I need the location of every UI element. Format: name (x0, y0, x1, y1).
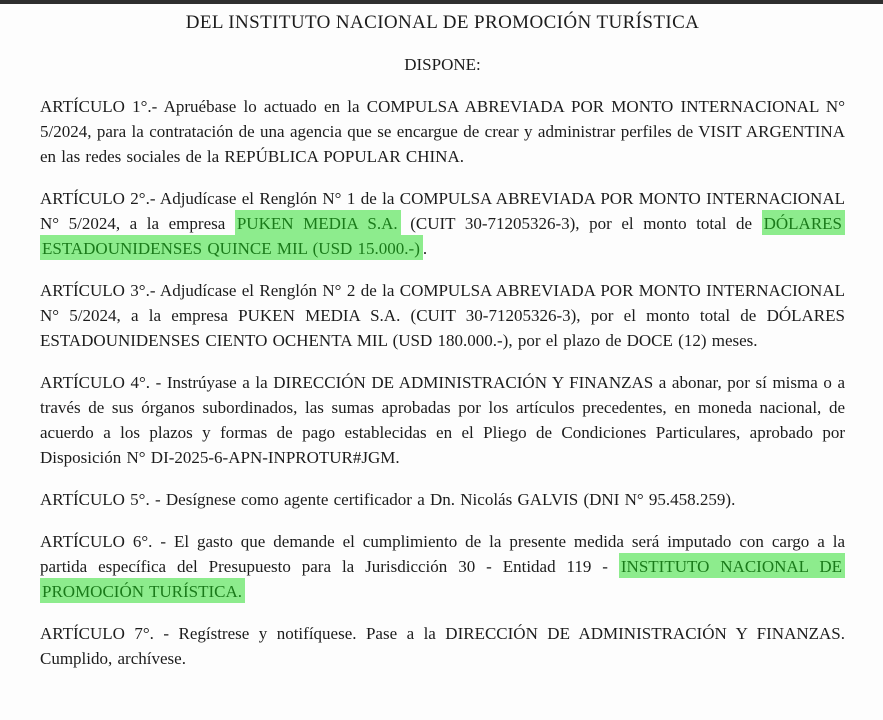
article-paragraph-articulo-4 (40, 370, 845, 470)
highlighted-text: INSTITUTO NACIONAL DE PROMOCIÓN TURÍSTICA. (40, 553, 845, 603)
article-paragraph-articulo-1 (40, 94, 845, 169)
article-text: ARTÍCULO 7°. - Regístrese y notifíquese. Pase a la DIRECCIÓN DE ADMINISTRACIÓN Y FINANZAS. Cumplido, archívese. (40, 624, 845, 668)
article-paragraph-articulo-5 (40, 487, 845, 512)
article-text: ARTÍCULO 6°. - El gasto que demande el cumplimiento de la presente medida será imputado con cargo a la partida específica del Presupuesto para la Jurisdicción 30 - Entidad 119 - (40, 532, 845, 576)
article-text: ARTÍCULO 5°. - Desígnese como agente certificador a Dn. Nicolás GALVIS (DNI N° 95.458.259). (40, 490, 736, 509)
article-paragraph-articulo-7 (40, 621, 845, 671)
article-text: (CUIT 30-71205326-3), por el monto total de (400, 214, 762, 233)
article-text: ARTÍCULO 4°. - Instrúyase a la DIRECCIÓN DE ADMINISTRACIÓN Y FINANZAS a abonar, por sí misma o a través de sus órganos subordinados, las sumas aprobadas por los artículos precedentes, en moneda nacional, de acuerdo a los plazos y formas de pago establecidas en el Pliego de Condiciones Particulares, aprobado por Disposición N° DI-2025-6-APN-INPROTUR#JGM. (40, 373, 845, 467)
article-text: . (422, 239, 428, 258)
article-paragraph-articulo-2 (40, 186, 845, 261)
document-subtitle: DISPONE: (404, 55, 481, 74)
article-paragraph-articulo-3 (40, 278, 845, 353)
highlighted-text: DÓLARES ESTADOUNIDENSES QUINCE MIL (USD 15.000.-) (40, 210, 845, 260)
articles-container (40, 94, 845, 671)
document-page (0, 4, 883, 671)
article-text: ARTÍCULO 2°.- Adjudícase el Renglón N° 1 de la COMPULSA ABREVIADA POR MONTO INTERNACIONAL N° 5/2024, a la empresa (40, 189, 845, 233)
document-title: DEL INSTITUTO NACIONAL DE PROMOCIÓN TURÍSTICA (185, 12, 700, 33)
highlighted-text: PUKEN MEDIA S.A. (235, 210, 401, 235)
article-paragraph-articulo-6 (40, 529, 845, 604)
article-text: ARTÍCULO 1°.- Apruébase lo actuado en la COMPULSA ABREVIADA POR MONTO INTERNACIONAL N° 5/2024, para la contratación de una agencia que se encargue de crear y administrar perfiles de VISIT ARGENTINA en las redes sociales de la REPÚBLICA POPULAR CHINA. (40, 97, 845, 166)
article-text: ARTÍCULO 3°.- Adjudícase el Renglón N° 2 de la COMPULSA ABREVIADA POR MONTO INTERNACIONAL N° 5/2024, a la empresa PUKEN MEDIA S.A. (CUIT 30-71205326-3), por el monto total de DÓLARES ESTADOUNIDENSES CIENTO OCHENTA MIL (USD 180.000.-), por el plazo de DOCE (12) meses. (40, 281, 845, 350)
